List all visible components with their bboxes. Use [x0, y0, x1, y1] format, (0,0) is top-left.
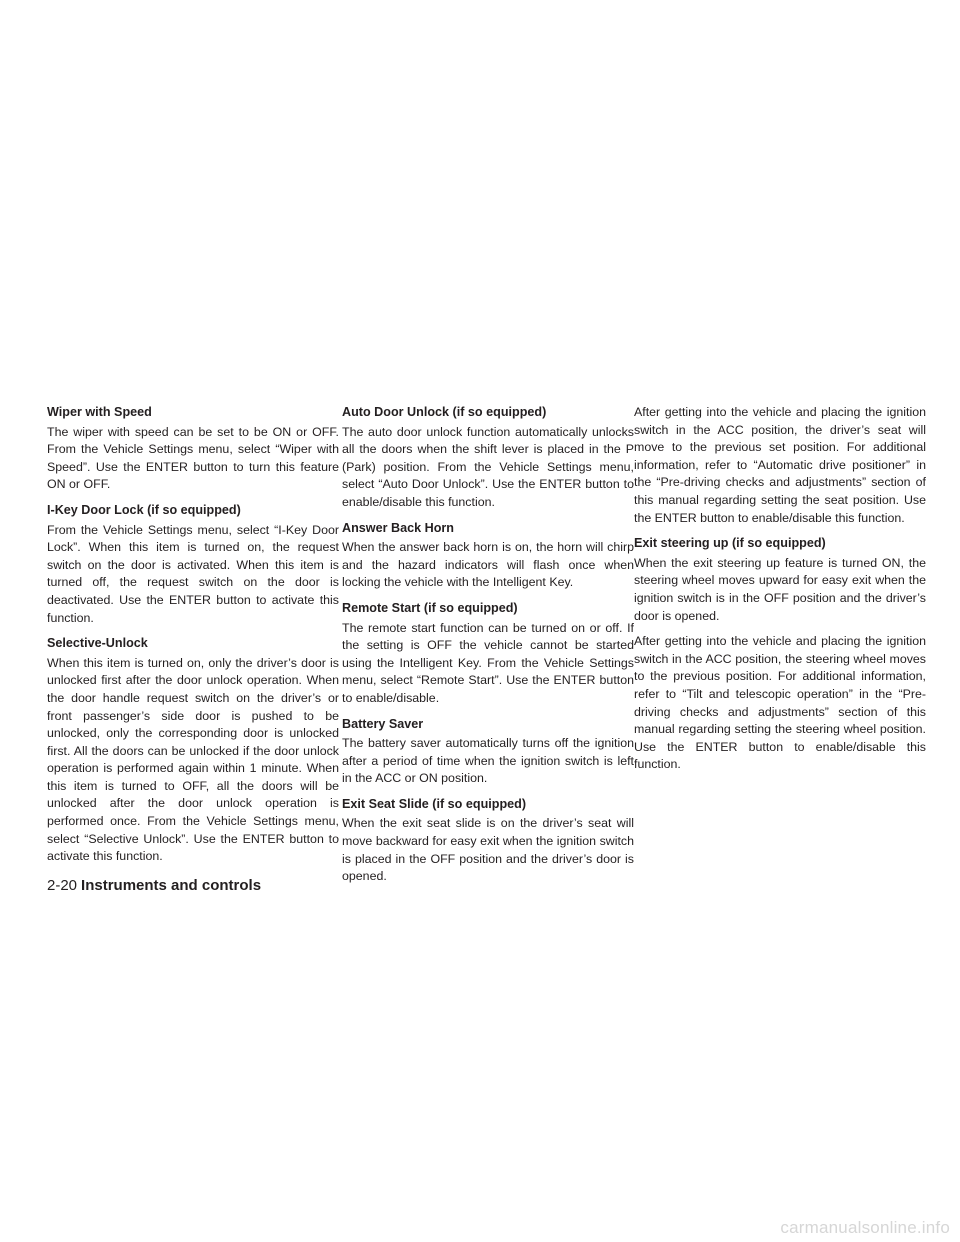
heading-exit-seat-slide: Exit Seat Slide (if so equipped) — [342, 796, 527, 811]
paragraph-auto-door-unlock: The auto door unlock function automatically unlocks all the doors when the shift lever is placed in the P (Park) position. From the Vehicle Settings menu, select “Auto Door Unlock”. Use the ENTER button to enable/disable this function. — [342, 424, 634, 509]
page-footer — [47, 876, 261, 896]
paragraph-remote-start: The remote start function can be turned on or off. If the setting is OFF the vehicle cannot be started using the Intelligent Key. From the Vehicle Settings menu, select “Remote Start”. Use the ENTER button to enable/disable. — [342, 620, 634, 705]
heading-wiper-with-speed: Wiper with Speed — [47, 405, 152, 419]
paragraph-battery-saver: The battery saver automatically turns off the ignition after a period of time when the ignition switch is left in the ACC or ON position. — [342, 736, 634, 786]
page-number: 2-20 — [47, 877, 78, 894]
section-title: Instruments and controls — [81, 877, 262, 894]
paragraph-wiper-with-speed: The wiper with speed can be set to be ON or OFF. From the Vehicle Settings menu, select “Wiper with Speed”. Use the ENTER button to turn this feature ON or OFF. — [47, 424, 339, 492]
heading-i-key-door-lock: I-Key Door Lock (if so equipped) — [47, 502, 241, 517]
text-column-3 — [634, 404, 926, 782]
paragraph-answer-back-horn: When the answer back horn is on, the horn will chirp and the hazard indicators will flash once when locking the vehicle with the Intelligent Key. — [342, 540, 634, 590]
heading-battery-saver: Battery Saver — [342, 716, 424, 731]
text-column-2 — [342, 404, 634, 894]
heading-exit-steering-up: Exit steering up (if so equipped) — [634, 536, 826, 551]
text-column-1 — [47, 404, 339, 874]
heading-selective-unlock: Selective-Unlock — [47, 636, 148, 651]
paragraph-i-key-door-lock: From the Vehicle Settings menu, select “I-Key Door Lock”. When this item is turned on, the request switch on the door is activated. When this item is turned off, the request switch on the door is deactivated. Use the ENTER button to activate this function. — [47, 522, 339, 625]
paragraph-exit-seat-slide-continued: After getting into the vehicle and placing the ignition switch in the ACC position, the driver’s seat will move to the previous set position. For additional information, refer to “Automatic drive positioner” in the “Pre-driving checks and adjustments” section of this manual regarding setting the seat position. Use the ENTER button to enable/disable this function. — [634, 405, 926, 525]
paragraph-exit-seat-slide: When the exit seat slide is on the driver’s seat will move backward for easy exit when the ignition switch is placed in the OFF position and the driver’s door is opened. — [342, 816, 634, 884]
heading-remote-start: Remote Start (if so equipped) — [342, 600, 518, 615]
paragraph-exit-steering-up-2: After getting into the vehicle and placing the ignition switch in the ACC position, the steering wheel moves to the previous position. For additional information, refer to “Tilt and telescopic operation” in the “Pre-driving checks and adjustments” section of this manual regarding setting the steering wheel position. Use the ENTER button to enable/disable this function. — [634, 634, 926, 772]
watermark: carmanualsonline.info — [780, 1218, 950, 1237]
heading-answer-back-horn: Answer Back Horn — [342, 520, 454, 535]
heading-auto-door-unlock: Auto Door Unlock (if so equipped) — [342, 405, 547, 419]
paragraph-exit-steering-up-1: When the exit steering up feature is turned ON, the steering wheel moves upward for easy exit when the ignition switch is in the OFF position and the driver’s door is opened. — [634, 555, 926, 623]
paragraph-selective-unlock: When this item is turned on, only the driver’s door is unlocked first after the door unlock operation. When the door handle request switch on the driver’s or front passenger’s side door is pushed to be unlocked, only the corresponding door is unlocked first. All the doors can be unlocked if the door unlock operation is performed again within 1 minute. When this item is turned to OFF, all the doors will be unlocked after the door unlock operation is performed once. From the Vehicle Settings menu, select “Selective Unlock”. Use the ENTER button to activate this function. — [47, 655, 339, 864]
